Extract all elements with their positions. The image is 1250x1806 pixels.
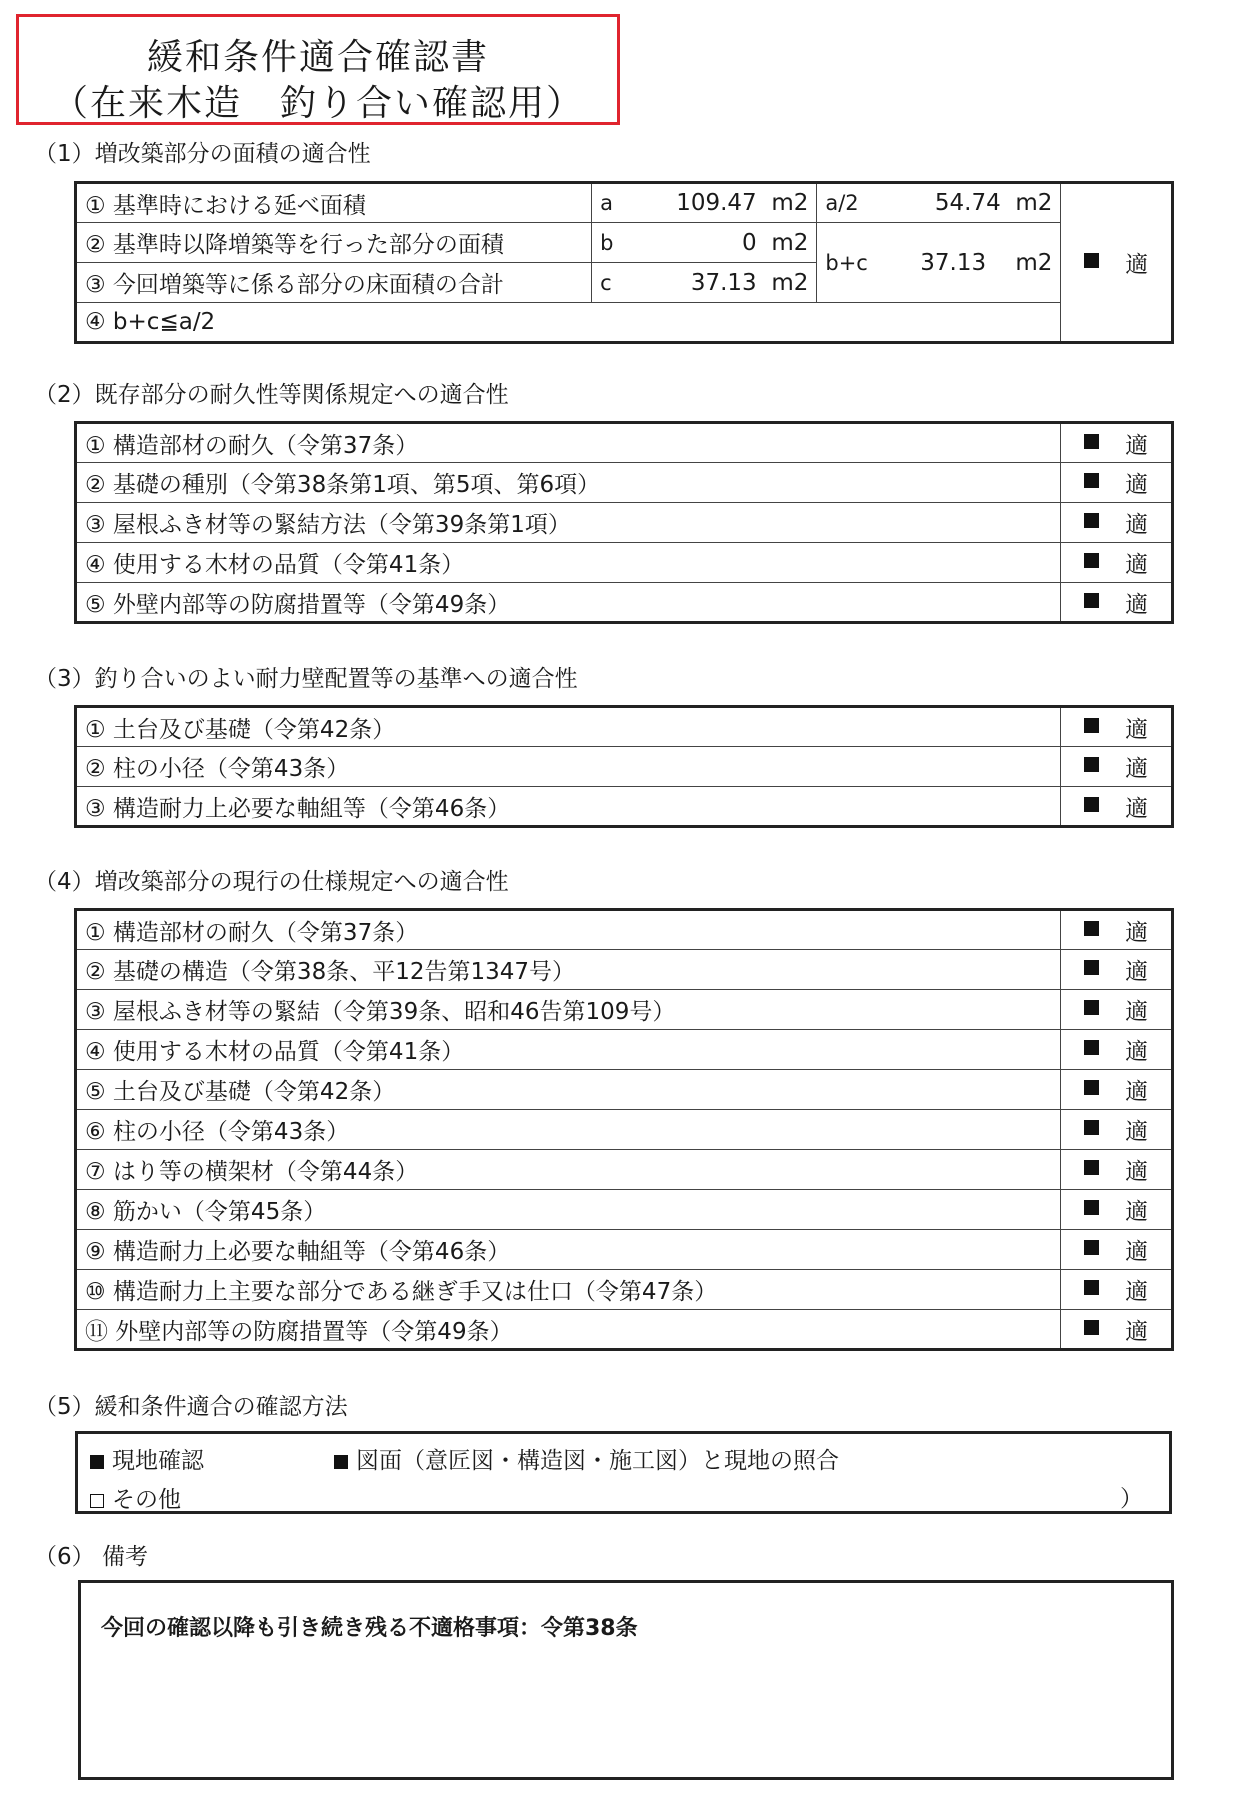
checked-box-icon [1084,1200,1099,1215]
remarks-note: 今回の確認以降も引き続き残る不適格事項：令第38条 [101,1616,638,1641]
table-row [76,1270,1173,1310]
checked-box-icon [1084,1080,1099,1095]
checked-box-icon [1084,1160,1099,1175]
result-cell: 適 [1061,910,1173,950]
item-label: ⑨ 構造耐力上必要な軸組等（令第46条） [76,1230,1061,1270]
row-label: ① 基準時における延べ面積 [76,183,592,223]
result-cell: 適 [1061,1230,1173,1270]
item-label: ④ 使用する木材の品質（令第41条） [76,543,1061,583]
checked-box-icon [1084,1120,1099,1135]
document-title-box [16,14,620,125]
other-close-paren: ） [1120,1486,1143,1512]
document-title: 緩和条件適合確認書 [146,37,489,78]
section1-heading: （1）増改築部分の面積の適合性 [34,141,371,167]
item-label: ⑪ 外壁内部等の防腐措置等（令第49条） [76,1310,1061,1350]
table-row [76,503,1173,543]
result-cell: 適 [1061,787,1173,827]
item-label: ① 構造部材の耐久（令第37条） [76,910,1061,950]
result-cell: 適 [1061,1310,1173,1350]
table-row [76,1150,1173,1190]
checked-box-icon [1084,1320,1099,1335]
table-row [76,1190,1173,1230]
item-label: ⑤ 土台及び基礎（令第42条） [76,1070,1061,1110]
table-row [76,463,1173,503]
checked-box-icon [1084,1280,1099,1295]
checkbox-empty-icon[interactable] [90,1494,104,1508]
checked-box-icon [1084,718,1099,733]
table-row [76,787,1173,827]
checkbox-checked-icon[interactable] [334,1455,348,1469]
item-label: ⑤ 外壁内部等の防腐措置等（令第49条） [76,583,1061,623]
table-row [76,707,1173,747]
option-drawing-comparison[interactable]: 図面（意匠図・構造図・施工図）と現地の照合 [334,1442,839,1475]
item-label: ④ 使用する木材の品質（令第41条） [76,1030,1061,1070]
value-c: c 37.13 m2 [592,263,817,303]
checked-box-icon [1084,921,1099,936]
checked-box-icon [1084,473,1099,488]
item-label: ⑦ はり等の横架材（令第44条） [76,1150,1061,1190]
checked-box-icon [1084,757,1099,772]
table-row [76,583,1173,623]
checkbox-checked-icon[interactable] [90,1455,104,1469]
result-cell: 適 [1061,1150,1173,1190]
checked-box-icon [1084,553,1099,568]
result-cell: 適 [1061,1030,1173,1070]
section3-heading: （3）釣り合いのよい耐力壁配置等の基準への適合性 [34,666,578,692]
value-b-plus-c: b+c 37.13 m2 [817,223,1061,303]
option-site-check[interactable]: 現地確認 [90,1442,204,1475]
option-other[interactable]: その他 [90,1481,181,1514]
checked-box-icon [1084,797,1099,812]
item-label: ③ 屋根ふき材等の緊結方法（令第39条第1項） [76,503,1061,543]
table-row [76,747,1173,787]
area-table [74,181,1174,344]
document-subtitle: （在来木造 釣り合い確認用） [51,83,584,124]
result-cell: 適 [1061,463,1173,503]
item-label: ③ 構造耐力上必要な軸組等（令第46条） [76,787,1061,827]
section6-heading: （6） 備考 [34,1544,148,1570]
result-cell: 適 [1061,1190,1173,1230]
item-label: ① 土台及び基礎（令第42条） [76,707,1061,747]
table-row [76,1310,1173,1350]
checked-box-icon [1084,593,1099,608]
value-half-a: a/2 54.74 m2 [817,183,1061,223]
result-cell: 適 [1061,543,1173,583]
item-label: ⑩ 構造耐力上主要な部分である継ぎ手又は仕口（令第47条） [76,1270,1061,1310]
existing-parts-table [74,421,1174,624]
current-spec-table [74,908,1174,1351]
table-row [76,423,1173,463]
table-row [76,990,1173,1030]
section4-heading: （4）増改築部分の現行の仕様規定への適合性 [34,869,509,895]
table-row [76,223,1173,263]
item-label: ⑥ 柱の小径（令第43条） [76,1110,1061,1150]
value-a: a 109.47 m2 [592,183,817,223]
table-row [76,303,1173,343]
section2-heading: （2）既存部分の耐久性等関係規定への適合性 [34,382,509,408]
condition-label: ④ b+c≦a/2 [76,303,1061,343]
table-row [76,1070,1173,1110]
item-label: ⑧ 筋かい（令第45条） [76,1190,1061,1230]
table-row [76,1030,1173,1070]
row-label: ② 基準時以降増築等を行った部分の面積 [76,223,592,263]
result-cell: 適 [1061,1070,1173,1110]
result-cell: 適 [1061,183,1173,343]
checked-box-icon [1084,253,1099,268]
table-row [76,950,1173,990]
result-cell: 適 [1061,950,1173,990]
table-row [76,183,1173,223]
item-label: ③ 屋根ふき材等の緊結（令第39条、昭和46告第109号） [76,990,1061,1030]
result-cell: 適 [1061,583,1173,623]
table-row [76,910,1173,950]
remarks-box [78,1580,1174,1780]
result-cell: 適 [1061,1270,1173,1310]
checked-box-icon [1084,1000,1099,1015]
item-label: ② 柱の小径（令第43条） [76,747,1061,787]
result-cell: 適 [1061,990,1173,1030]
value-b: b 0 m2 [592,223,817,263]
item-label: ② 基礎の種別（令第38条第1項、第5項、第6項） [76,463,1061,503]
result-cell: 適 [1061,1110,1173,1150]
table-row [76,1110,1173,1150]
result-cell: 適 [1061,503,1173,543]
result-cell: 適 [1061,747,1173,787]
item-label: ② 基礎の構造（令第38条、平12告第1347号） [76,950,1061,990]
section5-heading: （5）緩和条件適合の確認方法 [34,1394,348,1420]
table-row [76,543,1173,583]
checked-box-icon [1084,960,1099,975]
result-cell: 適 [1061,707,1173,747]
checked-box-icon [1084,1040,1099,1055]
checked-box-icon [1084,1240,1099,1255]
balance-wall-table [74,705,1174,828]
result-cell: 適 [1061,423,1173,463]
row-label: ③ 今回増築等に係る部分の床面積の合計 [76,263,592,303]
table-row [76,1230,1173,1270]
confirmation-method-box [75,1431,1172,1514]
checked-box-icon [1084,434,1099,449]
checked-box-icon [1084,513,1099,528]
item-label: ① 構造部材の耐久（令第37条） [76,423,1061,463]
